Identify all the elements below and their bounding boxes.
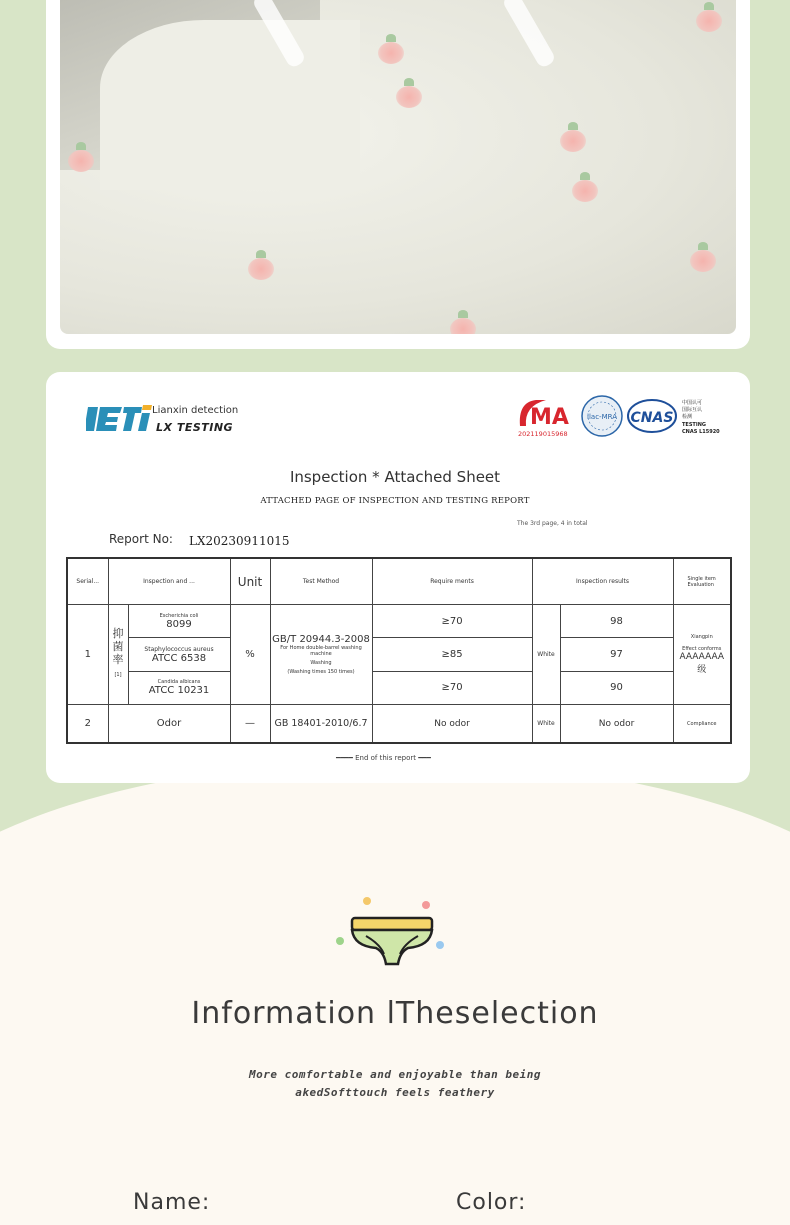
- cnas-line3: 检测: [682, 414, 693, 420]
- row1-res1: 98: [560, 605, 673, 638]
- sub1-name: Escherichia coli: [159, 612, 199, 619]
- row1-method: [270, 605, 372, 705]
- sub2-name: Staphylococcus aureus: [144, 645, 214, 653]
- report-no-value: LX20230911015: [189, 534, 290, 548]
- header-results: Inspection results: [532, 558, 673, 605]
- fabric-fold-highlight: [100, 20, 360, 190]
- header-serial: Serial...: [67, 558, 108, 605]
- strawberry-print: [450, 318, 476, 334]
- method-note3: (Washing times 150 times): [287, 669, 355, 676]
- row1-category: [108, 605, 128, 705]
- sub3-code: ATCC 10231: [148, 685, 210, 697]
- row1-serial: 1: [67, 605, 108, 705]
- end-of-report: ━━━━ End of this report ━━━: [336, 754, 431, 762]
- row1-unit: %: [230, 605, 270, 705]
- report-title: Inspection * Attached Sheet: [289, 468, 501, 486]
- row2-item: Odor: [108, 705, 230, 743]
- header-unit: Unit: [230, 558, 270, 605]
- row2-color: White: [532, 705, 560, 743]
- row2-serial: 2: [67, 705, 108, 743]
- page-note: The 3rd page, 4 in total: [517, 520, 588, 527]
- ilac-mra-icon: [580, 394, 624, 438]
- eval-bottom: 级: [697, 665, 707, 676]
- sub3-name: Candida albicans: [157, 679, 201, 686]
- eval-grade: AAAAAAA: [679, 652, 725, 663]
- cnas-logo-text: CNAS: [630, 410, 674, 426]
- row1-res2: 97: [560, 638, 673, 671]
- eval-mid: Effect conforms: [682, 646, 722, 653]
- section-subtitle: [0, 1066, 790, 1102]
- header-evaluation: Single item Evaluation: [673, 558, 731, 605]
- logo-name-line2: LX TESTING: [156, 421, 234, 434]
- sub1-code: 8099: [166, 618, 192, 630]
- fabric-sheen: [501, 0, 557, 69]
- cnas-icon: [626, 397, 678, 435]
- cnas-line1: 中国认可: [682, 400, 703, 406]
- row2-method: GB 18401-2010/6.7: [270, 705, 372, 743]
- row1-req1: ≥70: [372, 605, 532, 638]
- strawberry-print: [696, 10, 722, 32]
- logo-name-line1: Lianxin detection: [152, 405, 239, 416]
- strawberry-print: [396, 86, 422, 108]
- cma-number: 202119015968: [518, 430, 568, 438]
- row1-evaluation: [673, 605, 731, 705]
- strawberry-print: [690, 250, 716, 272]
- strawberry-print: [68, 150, 94, 172]
- header-method: Test Method: [270, 558, 372, 605]
- report-no-label: Report No:: [109, 532, 173, 546]
- ilac-logo-text: ilac-MRA: [587, 413, 617, 421]
- row1-category-note: [1]: [114, 672, 122, 679]
- cnas-line5: CNAS L15920: [682, 429, 720, 435]
- lx-testing-logo-icon: [86, 403, 152, 433]
- inspection-table: [66, 557, 732, 744]
- name-label: Name:: [133, 1190, 211, 1215]
- eval-top: Xiangpin: [690, 634, 713, 641]
- method-note2: Washing: [310, 660, 332, 667]
- row1-sub1: [128, 605, 230, 638]
- row2-requirement: No odor: [372, 705, 532, 743]
- subtitle-line1: More comfortable and enjoyable than being: [248, 1068, 542, 1081]
- strawberry-print: [378, 42, 404, 64]
- row1-sub3: [128, 671, 230, 704]
- method-note1: For Home double-barrel washing machine: [280, 645, 362, 658]
- row1-req2: ≥85: [372, 638, 532, 671]
- cnas-line2: 国际互认: [682, 407, 703, 413]
- end-text: End of this report: [355, 754, 416, 762]
- subtitle-line2: akedSofttouch feels feathery: [295, 1086, 495, 1099]
- row1-res3: 90: [560, 671, 673, 704]
- strawberry-print: [572, 180, 598, 202]
- underwear-icon: [330, 892, 450, 972]
- section-title: Information lTheselection: [191, 996, 599, 1031]
- cma-certification-icon: [516, 396, 578, 438]
- method-standard: GB/T 20944.3-2008: [272, 634, 370, 646]
- row2-unit: —: [230, 705, 270, 743]
- row1-color: White: [532, 605, 560, 705]
- row2-evaluation: Compliance: [673, 705, 731, 743]
- report-subtitle: ATTACHED PAGE OF INSPECTION AND TESTING REPORT: [260, 496, 530, 506]
- row1-req3: ≥70: [372, 671, 532, 704]
- header-requirements: Require ments: [372, 558, 532, 605]
- row2-result: No odor: [560, 705, 673, 743]
- strawberry-print: [248, 258, 274, 280]
- color-label: Color:: [456, 1190, 527, 1215]
- row1-sub2: [128, 638, 230, 671]
- cnas-text-block: [680, 398, 722, 438]
- sub2-code: ATCC 6538: [151, 652, 207, 664]
- row1-category-text: 抑菌率: [112, 627, 124, 667]
- cma-logo-text: MA: [530, 405, 569, 430]
- strawberry-print: [560, 130, 586, 152]
- fabric-photo: [60, 0, 736, 334]
- header-item: Inspection and ...: [108, 558, 230, 605]
- cnas-line4: TESTING: [682, 422, 706, 428]
